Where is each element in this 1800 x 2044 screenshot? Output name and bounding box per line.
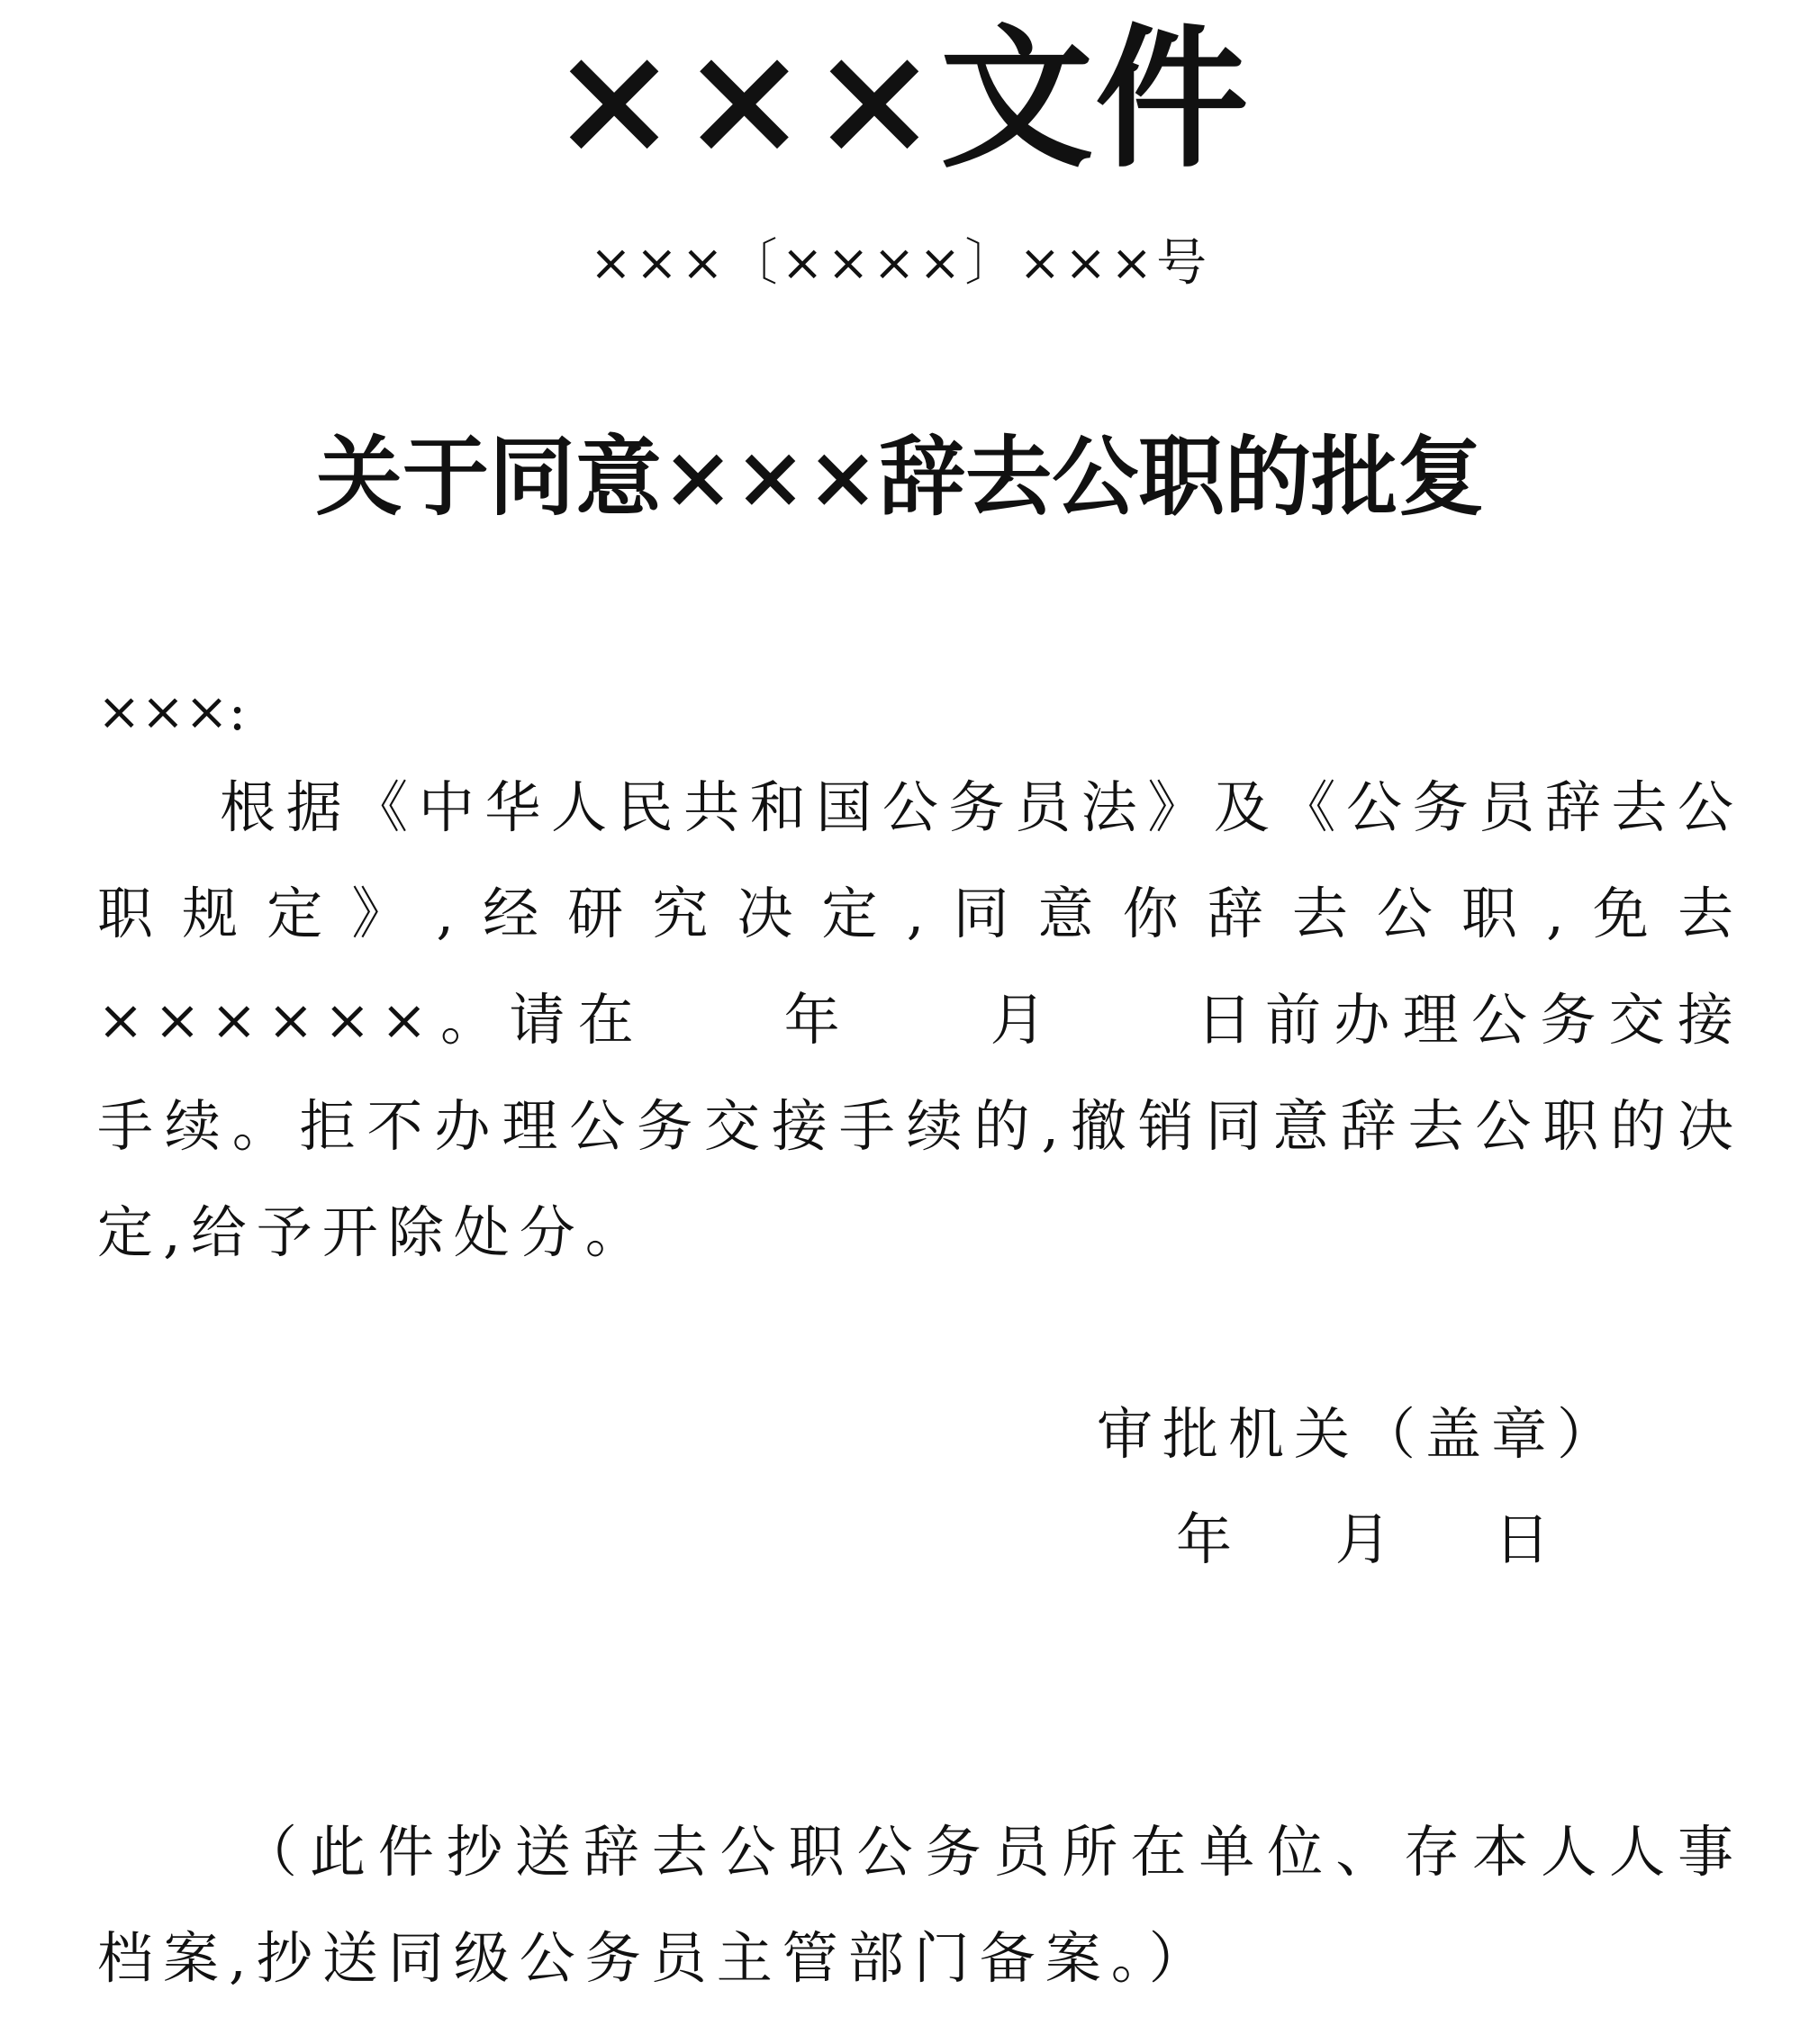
body-paragraph: 根据《中华人民共和国公务员法》及《公务员辞去公职规定》,经研究决定,同意你辞去公职,免去××××××。请在 年 月 日前办理公务交接手续。拒不办理公务交接手续的,撤销同意辞去公职的决定,给予开除处分。 [97, 774, 1743, 1265]
document-subject-title: 关于同意×××辞去公职的批复 [315, 426, 1485, 528]
cc-note: （此件抄送辞去公职公务员所在单位、存本人人事档案,抄送同级公务员主管部门备案。） [97, 1819, 1743, 1991]
document-number: ×××〔××××〕×××号 [589, 234, 1211, 293]
signature-organization: 审批机关（盖章） [1097, 1401, 1624, 1467]
signature-date: 年 月 日 [1176, 1506, 1560, 1572]
salutation: ×××: [97, 681, 247, 742]
document-header-title: ×××文件 [549, 9, 1251, 189]
